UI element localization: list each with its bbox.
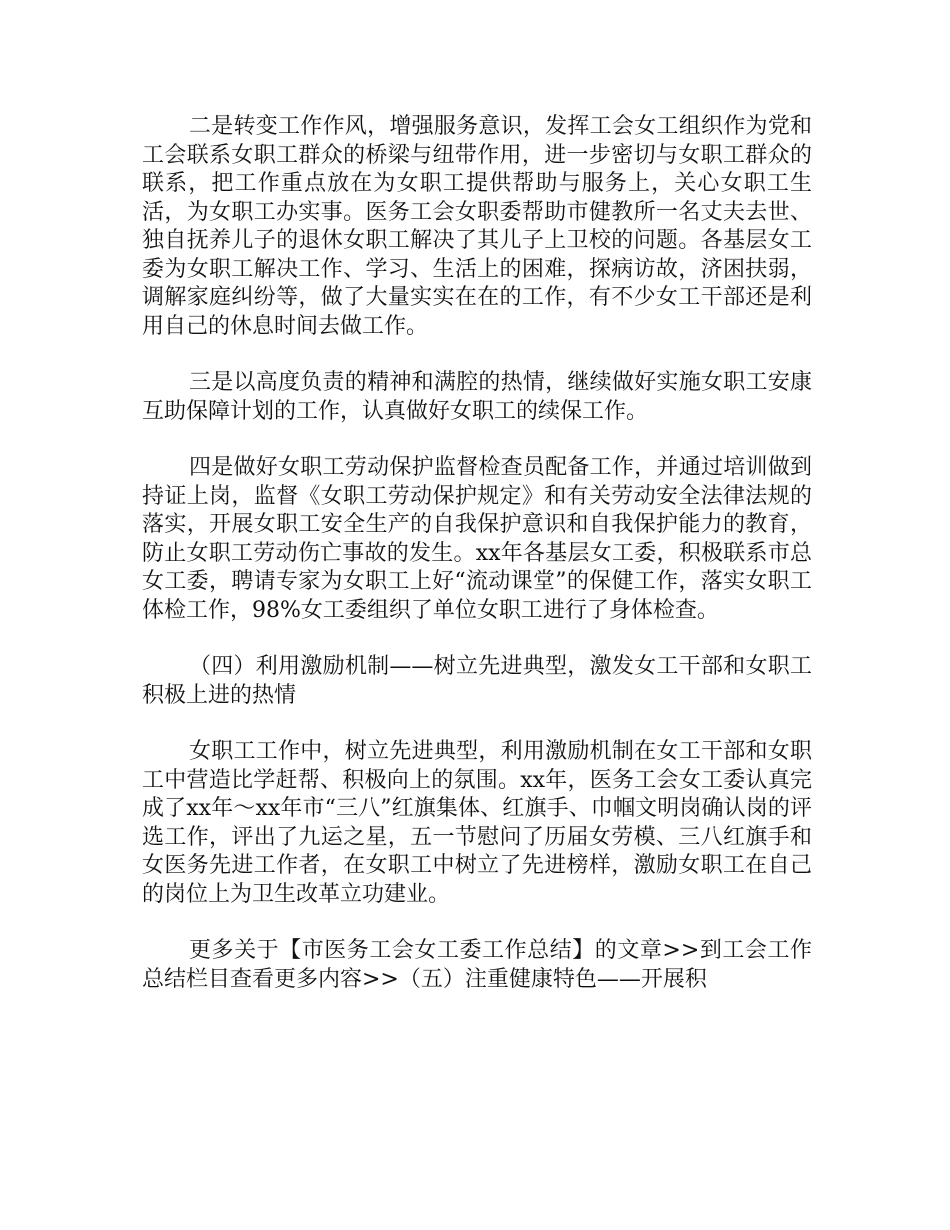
section-heading-incentive-mechanism: （四）利用激励机制——树立先进典型，激发女工干部和女职工积极上进的热情: [142, 654, 812, 708]
paragraph-service-awareness: 二是转变工作作风，增强服务意识，发挥工会女工组织作为党和工会联系女职工群众的桥梁与纽带作用，进一步密切与女职工群众的联系，把工作重点放在为女职工提供帮助与服务上，关心女职工生活，为女职工办实事。医务工会女职委帮助市健教所一名丈夫去世、独自抚养儿子的退休女职工解决了其儿子上卫校的问题。各基层女工委为女职工解决工作、学习、生活上的困难，探病访故，济困扶弱，调解家庭纠纷等，做了大量实实在在的工作，有不少女工干部还是利用自己的休息时间去做工作。: [142, 114, 812, 339]
paragraph-mutual-aid-plan: 三是以高度负责的精神和满腔的热情，继续做好实施女职工安康互助保障计划的工作，认真做好女职工的续保工作。: [142, 370, 812, 424]
paragraph-labor-protection: 四是做好女职工劳动保护监督检查员配备工作，并通过培训做到持证上岗，监督《女职工劳动保护规定》和有关劳动安全法律法规的落实，开展女职工安全生产的自我保护意识和自我保护能力的教育，防止女职工劳动伤亡事故的发生。xx年各基层女工委，积极联系市总女工委，聘请专家为女职工上好“流动课堂”的保健工作，落实女职工体检工作，98%女工委组织了单位女职工进行了身体检查。: [142, 455, 812, 623]
document-page: [142, 113, 812, 994]
paragraph-more-articles: 更多关于【市医务工会女工委工作总结】的文章>>到工会工作总结栏目查看更多内容>>（五）注重健康特色——开展积: [142, 938, 812, 992]
paragraph-role-models: 女职工工作中，树立先进典型，利用激励机制在女工干部和女职工中营造比学赶帮、积极向上的氛围。xx年，医务工会女工委认真完成了xx年～xx年市“三八”红旗集体、红旗手、巾帼文明岗确认岗的评选工作，评出了九运之星，五一节慰问了历届女劳模、三八红旗手和女医务先进工作者，在女职工中树立了先进榜样，激励女职工在自己的岗位上为卫生改革立功建业。: [142, 739, 812, 907]
